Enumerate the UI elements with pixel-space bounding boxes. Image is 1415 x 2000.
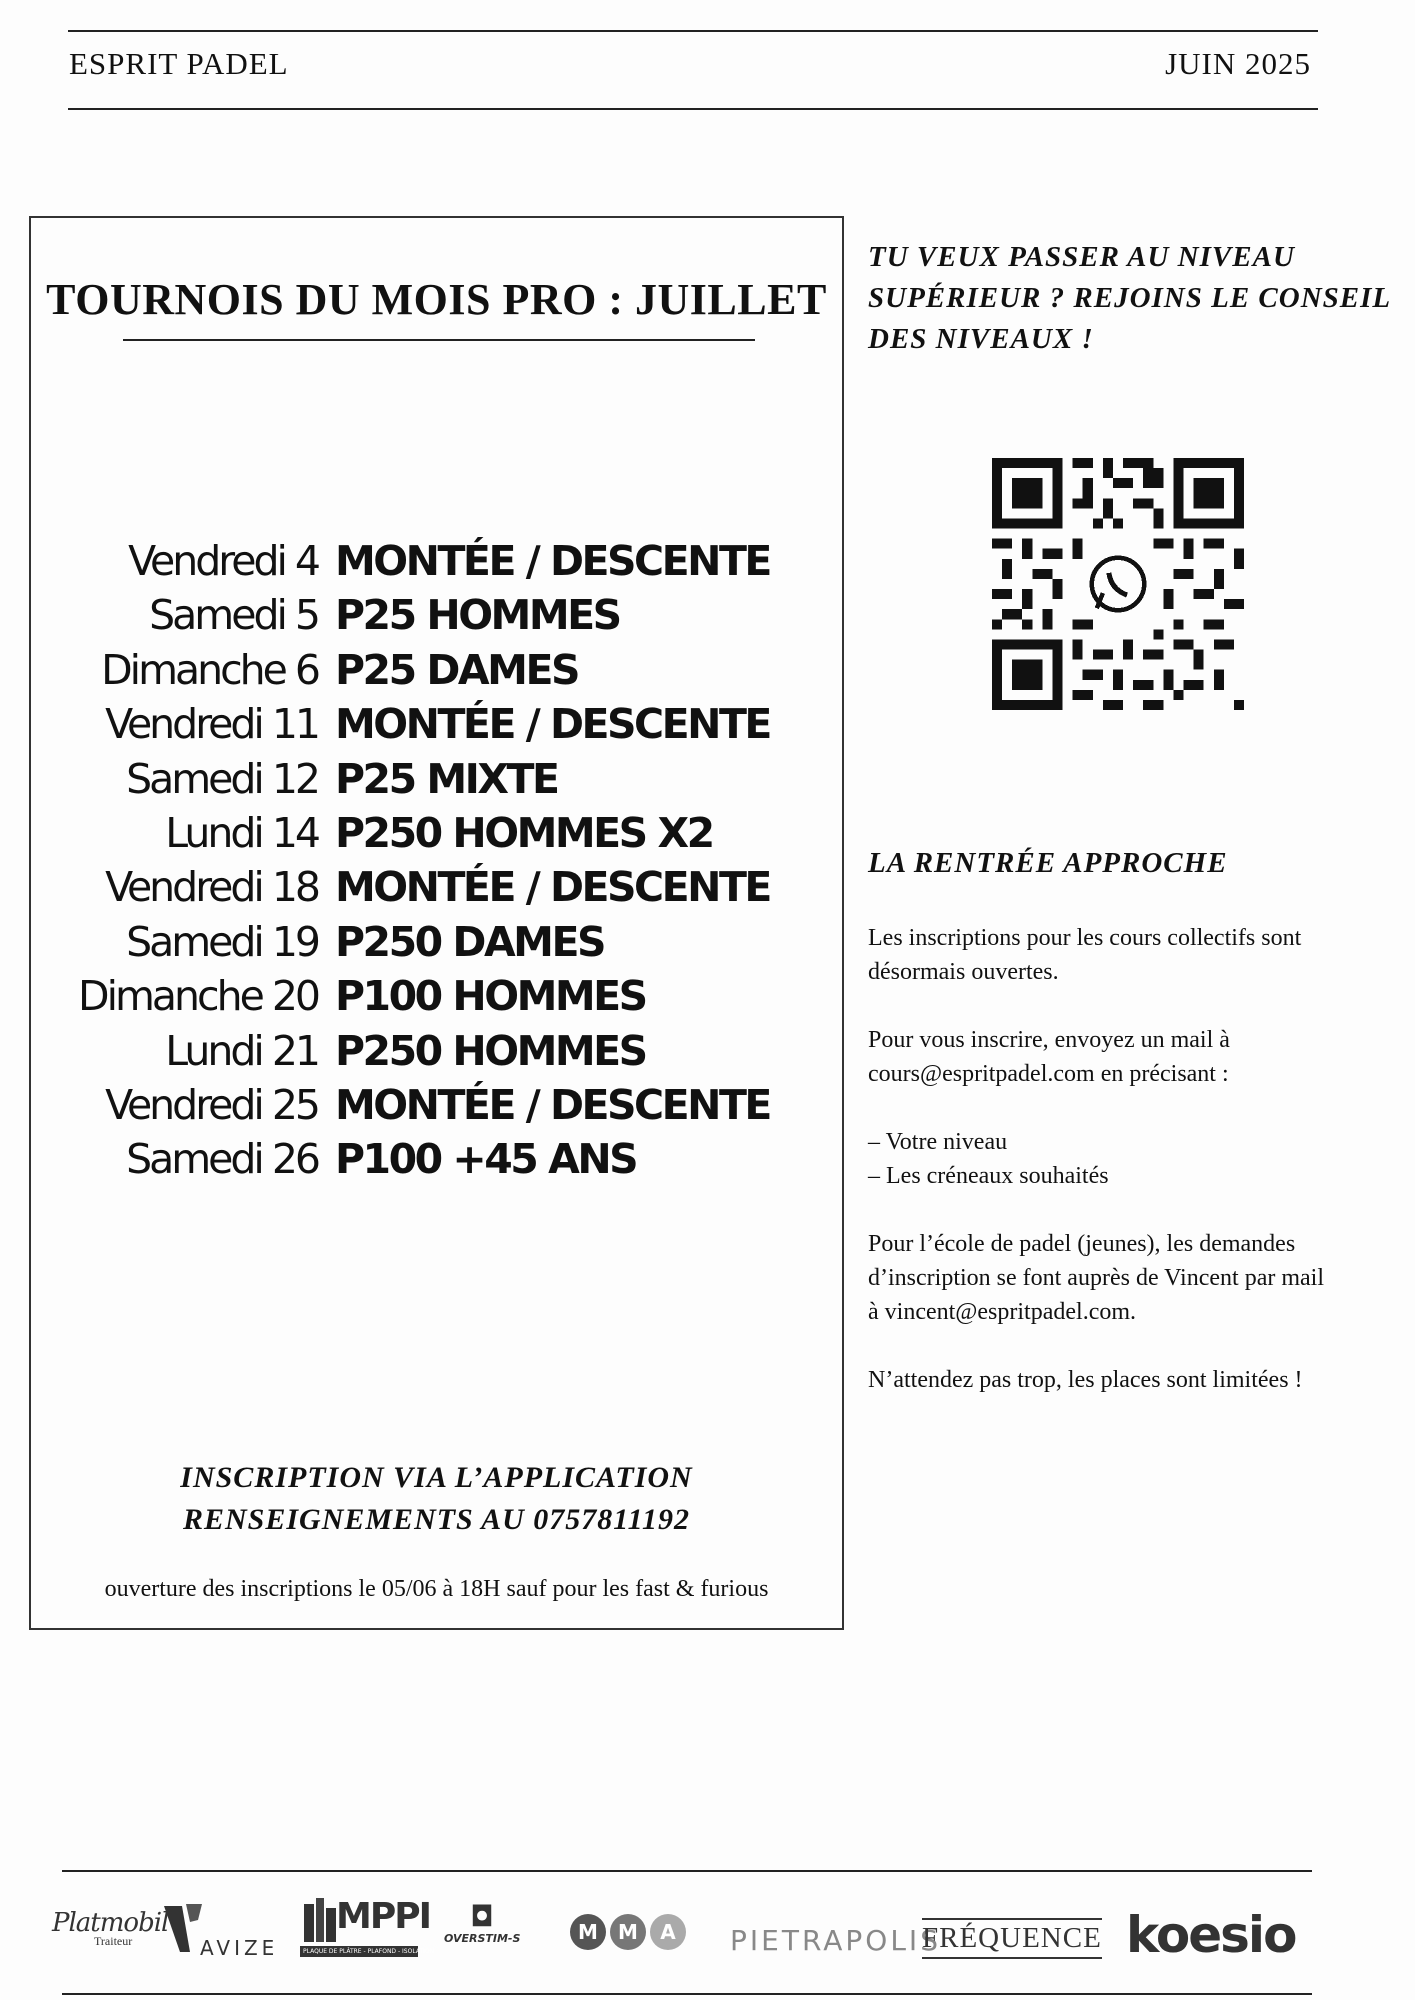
avize-wordmark: AVIZE <box>200 1936 279 1960</box>
schedule-day: Vendredi 18 <box>105 863 318 912</box>
schedule-day: Dimanche 6 <box>101 645 318 694</box>
schedule-event: P250 HOMMES X2 <box>335 808 713 857</box>
schedule-day: Vendredi 11 <box>105 700 318 749</box>
phone-info: RENSEIGNEMENTS AU 0757811192 <box>182 1503 690 1536</box>
conseil-line-3: DES NIVEAUX ! <box>868 323 1094 355</box>
rentree-text-3c: à vincent@espritpadel.com. <box>868 1299 1137 1325</box>
rentree-list-item: – Les créneaux souhaités <box>868 1163 1109 1189</box>
rentree-text-2b: cours@espritpadel.com en précisant : <box>868 1061 1229 1087</box>
rentree-text-1b: désormais ouvertes. <box>868 959 1059 985</box>
schedule-row <box>31 1078 842 1132</box>
schedule-row <box>31 806 842 860</box>
schedule-day: Samedi 5 <box>149 591 318 640</box>
schedule-row <box>31 1132 842 1186</box>
schedule-row <box>31 534 842 588</box>
mma-logo <box>570 1914 686 1950</box>
overstim-wordmark: OVERSTIM-S <box>444 1932 521 1945</box>
mma-letter: A <box>650 1914 686 1950</box>
rentree-text-1a: Les inscriptions pour les cours collectifs sont <box>868 925 1302 951</box>
tournament-title: TOURNOIS DU MOIS PRO : JUILLET <box>46 275 827 324</box>
schedule-row <box>31 860 842 914</box>
rentree-title: LA RENTRÉE APPROCHE <box>868 847 1228 879</box>
overstim-logo <box>444 1902 520 1945</box>
overstim-emblem-icon: ◘ <box>470 1900 494 1933</box>
issue-date: JUIN 2025 <box>1165 46 1311 81</box>
registration-opening-note: ouverture des inscriptions le 05/06 à 18H sauf pour les fast & furious <box>104 1576 769 1602</box>
schedule-row <box>31 697 842 751</box>
mma-letter: M <box>570 1914 606 1950</box>
conseil-line-2: SUPÉRIEUR ? REJOINS LE CONSEIL <box>868 282 1392 314</box>
schedule-event: P100 +45 ANS <box>335 1135 637 1184</box>
footer-bottom-rule <box>62 1993 1312 1995</box>
mppi-building-icon <box>300 1896 340 1944</box>
rentree-text-3b: d’inscription se font auprès de Vincent par mail <box>868 1265 1324 1291</box>
footer-top-rule <box>62 1870 1312 1872</box>
rentree-text-3a: Pour l’école de padel (jeunes), les demandes <box>868 1231 1296 1257</box>
koesio-logo: koesio <box>1126 1906 1296 1964</box>
schedule-day: Lundi 21 <box>165 1026 318 1075</box>
sponsor-logos <box>50 1896 1365 1980</box>
pietrapolis-logo: PIETRAPOLIS <box>730 1924 941 1957</box>
mma-letter: M <box>610 1914 646 1950</box>
platmobil-wordmark: Platmobil <box>52 1908 169 1938</box>
title-underline <box>123 339 755 341</box>
schedule-day: Samedi 12 <box>126 754 318 803</box>
whatsapp-qr-code[interactable] <box>992 458 1244 710</box>
rentree-text-4: N’attendez pas trop, les places sont limitées ! <box>868 1367 1303 1393</box>
header-bottom-rule <box>68 108 1318 110</box>
schedule-event: MONTÉE / DESCENTE <box>335 1080 770 1129</box>
magazine-name: ESPRIT PADEL <box>69 46 289 81</box>
schedule-row <box>31 915 842 969</box>
schedule-row <box>31 1024 842 1078</box>
schedule-day: Dimanche 20 <box>78 972 318 1021</box>
conseil-line-1: TU VEUX PASSER AU NIVEAU <box>868 241 1295 273</box>
platmobil-logo <box>52 1908 168 1949</box>
schedule-event: P250 DAMES <box>335 917 605 966</box>
schedule-event: MONTÉE / DESCENTE <box>335 863 770 912</box>
frequence-wordmark: FRÉQUENCE <box>922 1922 1102 1954</box>
schedule-event: P250 HOMMES <box>335 1026 646 1075</box>
schedule-row <box>31 752 842 806</box>
schedule-event: MONTÉE / DESCENTE <box>335 537 770 585</box>
schedule-day: Vendredi 4 <box>128 537 318 585</box>
frequence-logo <box>922 1918 1102 1959</box>
schedule-event: P100 HOMMES <box>335 972 646 1021</box>
platmobil-subtitle: Traiteur <box>94 1934 133 1948</box>
tournament-box <box>29 216 844 1630</box>
schedule-day: Lundi 14 <box>165 808 318 857</box>
schedule-row <box>31 643 842 697</box>
rentree-list-item: – Votre niveau <box>868 1129 1008 1155</box>
mppi-tagline: PLAQUE DE PLÂTRE - PLAFOND - ISOLATION <box>300 1946 418 1957</box>
schedule-event: P25 MIXTE <box>335 754 558 803</box>
schedule-event: MONTÉE / DESCENTE <box>335 700 770 749</box>
schedule-row <box>31 588 842 642</box>
rentree-text-2a: Pour vous inscrire, envoyez un mail à <box>868 1027 1230 1053</box>
schedule-event: P25 HOMMES <box>335 591 620 640</box>
schedule-day: Samedi 26 <box>126 1135 318 1184</box>
schedule-row <box>31 969 842 1023</box>
avize-logo <box>160 1900 279 1965</box>
header-top-rule <box>68 30 1318 32</box>
inscription-app-note: INSCRIPTION VIA L’APPLICATION <box>180 1461 693 1494</box>
mppi-wordmark: MPPI <box>336 1896 430 1937</box>
schedule-day: Samedi 19 <box>126 917 318 966</box>
tournament-schedule <box>31 534 842 1187</box>
schedule-day: Vendredi 25 <box>105 1080 318 1129</box>
schedule-event: P25 DAMES <box>335 645 578 694</box>
mppi-logo <box>300 1896 435 1955</box>
